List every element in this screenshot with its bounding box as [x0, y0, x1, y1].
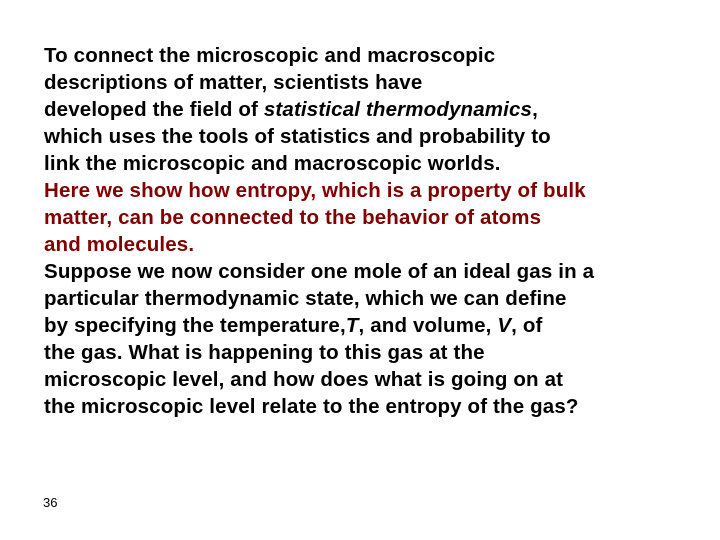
text-line — [44, 123, 714, 150]
text-segment: descriptions of matter, scientists have — [44, 71, 423, 94]
text-segment: Here we show how entropy, which is a property of bulk — [44, 179, 586, 202]
text-segment: , — [532, 98, 538, 121]
text-segment: link the microscopic and macroscopic worlds. — [44, 152, 501, 175]
text-line — [44, 366, 714, 393]
text-segment: the gas. What is happening to this gas at the — [44, 341, 485, 364]
text-segment: To connect the microscopic and macroscopic — [44, 44, 496, 67]
text-line — [44, 312, 714, 339]
text-line — [44, 204, 714, 231]
text-line — [44, 69, 714, 96]
text-line — [44, 177, 714, 204]
text-segment: the microscopic level relate to the entropy of the gas? — [44, 395, 579, 418]
italic-term: T — [345, 314, 359, 337]
text-segment: , of — [511, 314, 543, 337]
text-segment: Suppose we now consider one mole of an ideal gas in a — [44, 260, 595, 283]
text-segment: matter, can be connected to the behavior of atoms — [44, 206, 542, 229]
text-line — [44, 339, 714, 366]
italic-term: V — [497, 314, 512, 337]
text-segment: which uses the tools of statistics and probability to — [44, 125, 551, 148]
text-line — [44, 258, 714, 285]
slide-number: 36 — [43, 495, 58, 510]
text-segment: particular thermodynamic state, which we can define — [44, 287, 567, 310]
text-segment: developed the field of — [44, 98, 264, 121]
text-line — [44, 393, 714, 420]
text-line — [44, 285, 714, 312]
paragraph-statistical-thermodynamics — [44, 42, 714, 177]
italic-term: statistical thermodynamics — [263, 98, 533, 121]
text-segment: , and volume, — [358, 314, 498, 337]
paragraph-ideal-gas — [44, 258, 714, 420]
text-segment: and molecules. — [44, 233, 195, 256]
text-line — [44, 96, 714, 123]
text-line — [44, 42, 714, 69]
text-line — [44, 231, 714, 258]
paragraph-entropy-connection — [44, 177, 714, 258]
text-line — [44, 150, 714, 177]
slide-body — [44, 42, 714, 420]
text-segment: microscopic level, and how does what is going on at — [44, 368, 564, 391]
text-segment: by specifying the temperature, — [44, 314, 346, 337]
